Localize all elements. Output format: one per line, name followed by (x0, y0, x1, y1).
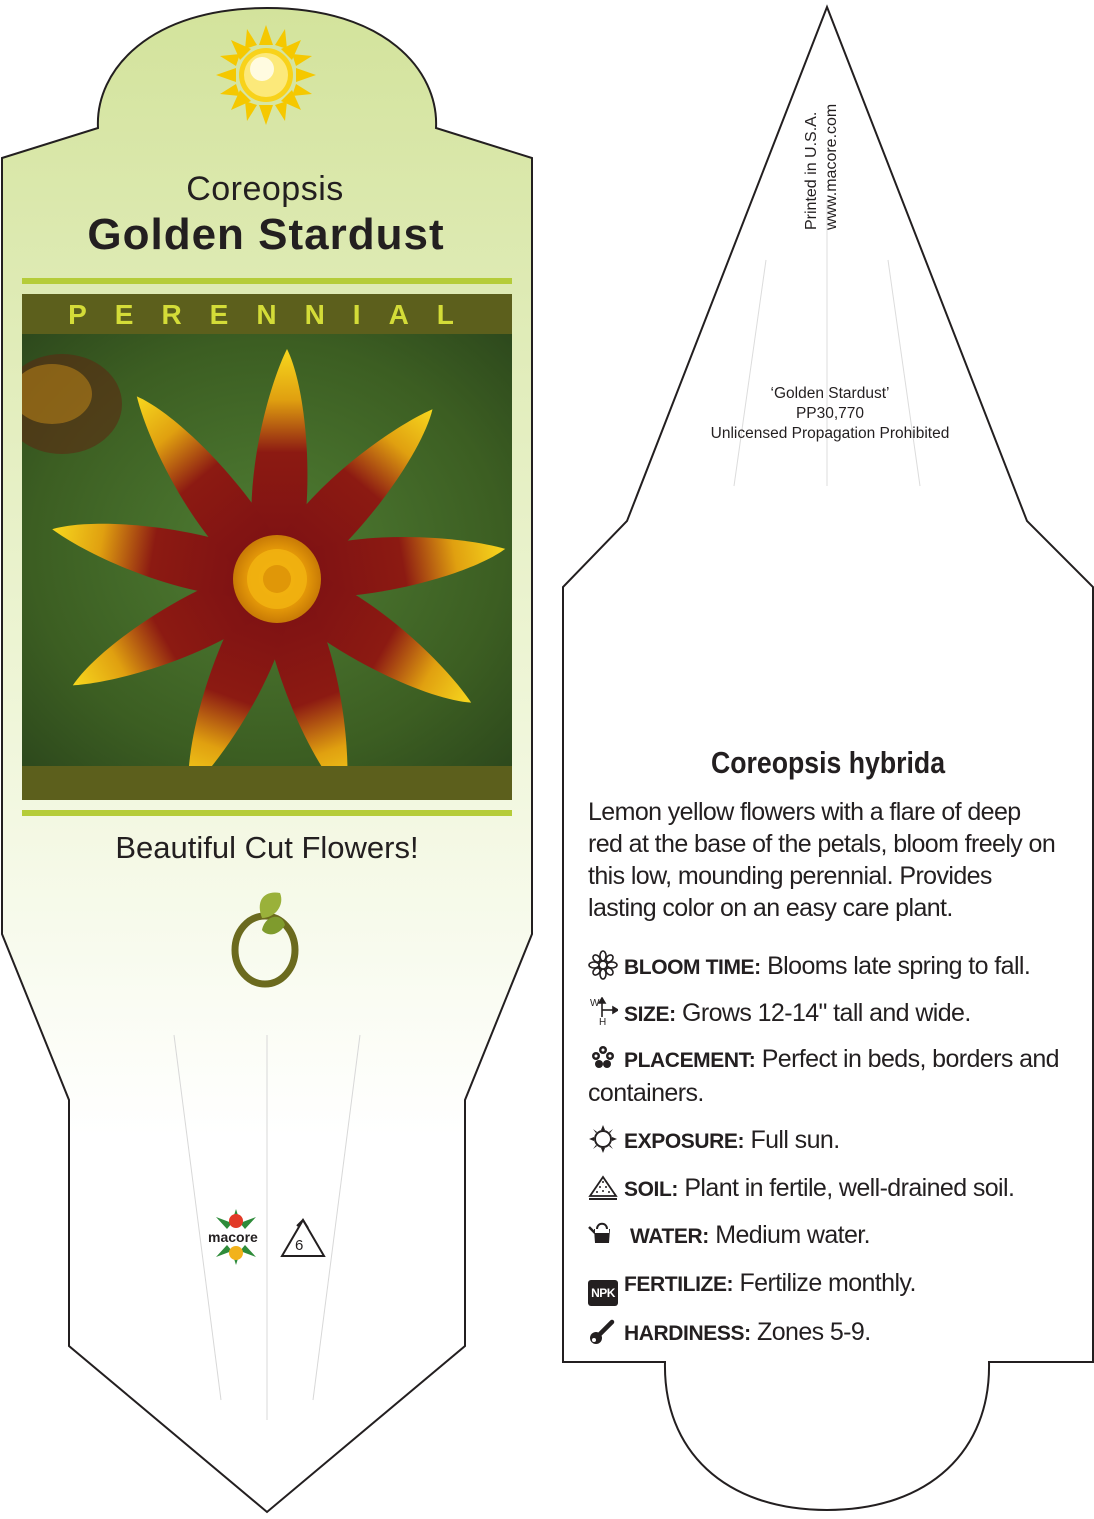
care-placement (588, 1043, 1068, 1110)
recycle-number: 6 (295, 1237, 304, 1254)
care-text: Zones 5-9. (757, 1318, 871, 1346)
care-label: BLOOM TIME: (624, 956, 761, 979)
thermometer-icon (588, 1316, 620, 1346)
patent-notice: Unlicensed Propagation Prohibited (710, 425, 950, 442)
care-text: Grows 12-14" tall and wide. (682, 999, 971, 1027)
care-label: SIZE: (624, 1003, 676, 1026)
macore-logo-text: macore (208, 1229, 258, 1245)
care-label: PLACEMENT: (624, 1049, 756, 1072)
care-text: Blooms late spring to fall. (767, 952, 1031, 980)
soil-pile-icon (588, 1172, 620, 1202)
plant-description: Lemon yellow flowers with a flare of deep red at the base of the petals, bloom freely on this low, mounding perennial. Provides lasting color on an easy care plant. (588, 798, 1056, 922)
size-arrows-icon (588, 997, 620, 1027)
sun-icon (588, 1124, 620, 1154)
care-label: FERTILIZE: (624, 1273, 734, 1296)
care-text: Fertilize monthly. (739, 1269, 916, 1297)
top-green-rule (22, 278, 512, 284)
care-label: SOIL: (624, 1178, 678, 1201)
website-text: www.macore.com (823, 103, 840, 230)
care-size (588, 997, 1068, 1031)
sun-logo-icon (216, 25, 316, 125)
care-text: Plant in fertile, well-drained soil. (684, 1174, 1015, 1202)
care-bloom-time (588, 950, 1068, 984)
patent-number: PP30,770 (795, 405, 865, 422)
npk-icon (588, 1277, 620, 1307)
flower-icon (588, 950, 620, 980)
watering-can-icon (588, 1219, 620, 1249)
genus-title: Coreopsis (186, 170, 344, 208)
patent-block (620, 384, 1040, 444)
botanical-name: Coreopsis hybrida (710, 745, 946, 780)
printed-in-text: Printed in U.S.A. (803, 111, 820, 230)
plants-cluster-icon (588, 1043, 620, 1073)
care-water (588, 1219, 1068, 1253)
care-label: HARDINESS: (624, 1322, 751, 1345)
bottom-green-rule (22, 810, 512, 816)
care-text: Perfect in beds, borders and containers. (588, 1045, 1059, 1107)
care-fertilize (588, 1267, 1068, 1307)
tagline: Beautiful Cut Flowers! (115, 830, 419, 865)
patent-name: ‘Golden Stardust’ (770, 385, 890, 402)
care-hardiness (588, 1316, 1068, 1350)
npk-icon-text: NPK (588, 1280, 618, 1306)
care-label: WATER: (630, 1225, 709, 1248)
flower-photo (22, 334, 512, 766)
care-text: Medium water. (715, 1221, 870, 1249)
care-exposure (588, 1124, 1068, 1158)
care-text: Full sun. (750, 1126, 840, 1154)
care-label: EXPOSURE: (624, 1130, 745, 1153)
size-icon-h-label: H (599, 1017, 606, 1028)
size-icon-w-label: W (590, 998, 599, 1009)
coreopsis-flower-image (22, 334, 512, 766)
plant-type-band: PERENNIAL (22, 294, 512, 334)
cultivar-title: Golden Stardust (87, 210, 445, 259)
photo-bottom-band (22, 766, 512, 800)
printed-in-block (802, 60, 862, 230)
care-soil (588, 1172, 1068, 1206)
